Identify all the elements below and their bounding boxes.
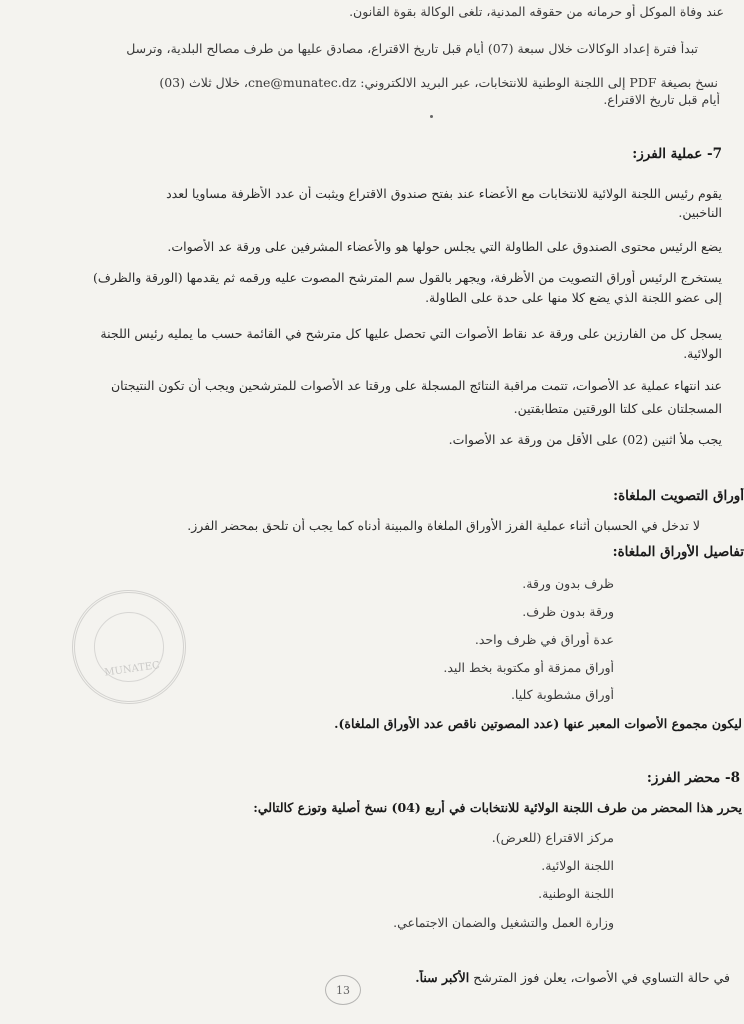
expressed-votes-total: ليكون مجموع الأصوات المعبر عنها (عدد المصوتين ناقص عدد الأوراق الملغاة). [334, 716, 742, 731]
section-8-heading: 8- محضر الفرز: [646, 770, 740, 786]
tie-rule-bold: الأكبر سناً. [415, 970, 470, 985]
cancelled-ballots-text: لا تدخل في الحسبان أثناء عملية الفرز الأوراق الملغاة والمبينة أدناه كما يجب أن تلحق بمحضر الفرز. [187, 518, 700, 533]
cancelled-details-heading: تفاصيل الأوراق الملغاة: [612, 544, 744, 560]
minutes-text: يحرر هذا المحضر من طرف اللجنة الولائية للانتخابات في أربع (04) نسخ أصلية وتوزع كالتالي: [253, 800, 742, 815]
intro-line-4: أيام قبل تاريخ الاقتراع. [603, 92, 720, 107]
stamp-center [89, 607, 168, 686]
tie-rule-text: في حالة التساوي في الأصوات، يعلن فوز المترشح [469, 970, 730, 985]
sorting-p2: يضع الرئيس محتوى الصندوق على الطاولة التي يجلس حولها هو والأعضاء المشرفين على ورقة عد الأصوات. [167, 239, 722, 254]
sorting-p3-line1: يستخرج الرئيس أوراق التصويت من الأظرفة، ويجهر بالقول سم المترشح المصوت عليه ورقمه ثم يقدمها (الورقة والظرف) [93, 270, 722, 285]
page-number: 13 [325, 975, 361, 1005]
distribution-item: وزارة العمل والتشغيل والضمان الاجتماعي. [393, 915, 614, 930]
sorting-p3-line2: إلى عضو اللجنة الذي يضع كلا منها على حدة على الطاولة. [425, 290, 722, 305]
stamp-text: MUNATEC [103, 659, 161, 679]
sorting-p1-line1: يقوم رئيس اللجنة الولائية للانتخابات مع الأعضاء عند بفتح صندوق الاقتراع ويثبت أن عدد الأظرفة مساويا لعدد [166, 186, 722, 201]
cancelled-ballots-heading: أوراق التصويت الملغاة: [613, 488, 744, 504]
section-7-heading: 7- عملية الفرز: [632, 146, 722, 162]
sorting-p4-line2: الولائية. [683, 346, 722, 361]
distribution-item: اللجنة الوطنية. [538, 886, 614, 901]
distribution-item: اللجنة الولائية. [541, 858, 614, 873]
sorting-p4-line1: يسجل كل من الفارزين على ورقة عد نقاط الأصوات التي تحصل عليها كل مترشح في القائمة حسب ما يمليه رئيس اللجنة [100, 326, 722, 341]
sorting-p6: يجب ملأ اثنين (02) على الأقل من ورقة عد الأصوات. [448, 432, 722, 447]
dot-mark [430, 115, 433, 118]
distribution-item: مركز الاقتراع (للعرض). [491, 830, 614, 845]
sorting-p1-line2: الناخبين. [678, 205, 722, 220]
intro-line-2: تبدأ فترة إعداد الوكالات خلال سبعة (07) أيام قبل تاريخ الاقتراع، مصادق عليها من طرف مصالح البلدية، وترسل [126, 41, 698, 56]
sorting-p5-line2: المسجلتان على كلتا الورقتين متطابقتين. [513, 401, 722, 416]
sorting-p5-line1: عند انتهاء عملية عد الأصوات، تتمت مراقبة النتائج المسجلة على ورقتا عد الأصوات للمترشحين ويجب أن تكون النتيجتان [111, 378, 722, 393]
cancelled-item: أوراق ممزقة أو مكتوبة بخط اليد. [443, 660, 614, 675]
cancelled-item: أوراق مشطوبة كليا. [510, 687, 614, 702]
cancelled-item: ظرف بدون ورقة. [522, 576, 614, 591]
tie-rule [0, 970, 730, 986]
cancelled-item: عدة أوراق في ظرف واحد. [474, 632, 614, 647]
intro-line-1: عند وفاة الموكل أو حرمانه من حقوقه المدنية، تلغى الوكالة بقوة القانون. [349, 4, 724, 19]
intro-line-3: نسخ بصيغة PDF إلى اللجنة الوطنية للانتخابات، عبر البريد الالكتروني: cne@munatec.dz، خلال ثلاث (03) [159, 75, 718, 90]
cancelled-item: ورقة بدون ظرف. [522, 604, 614, 619]
